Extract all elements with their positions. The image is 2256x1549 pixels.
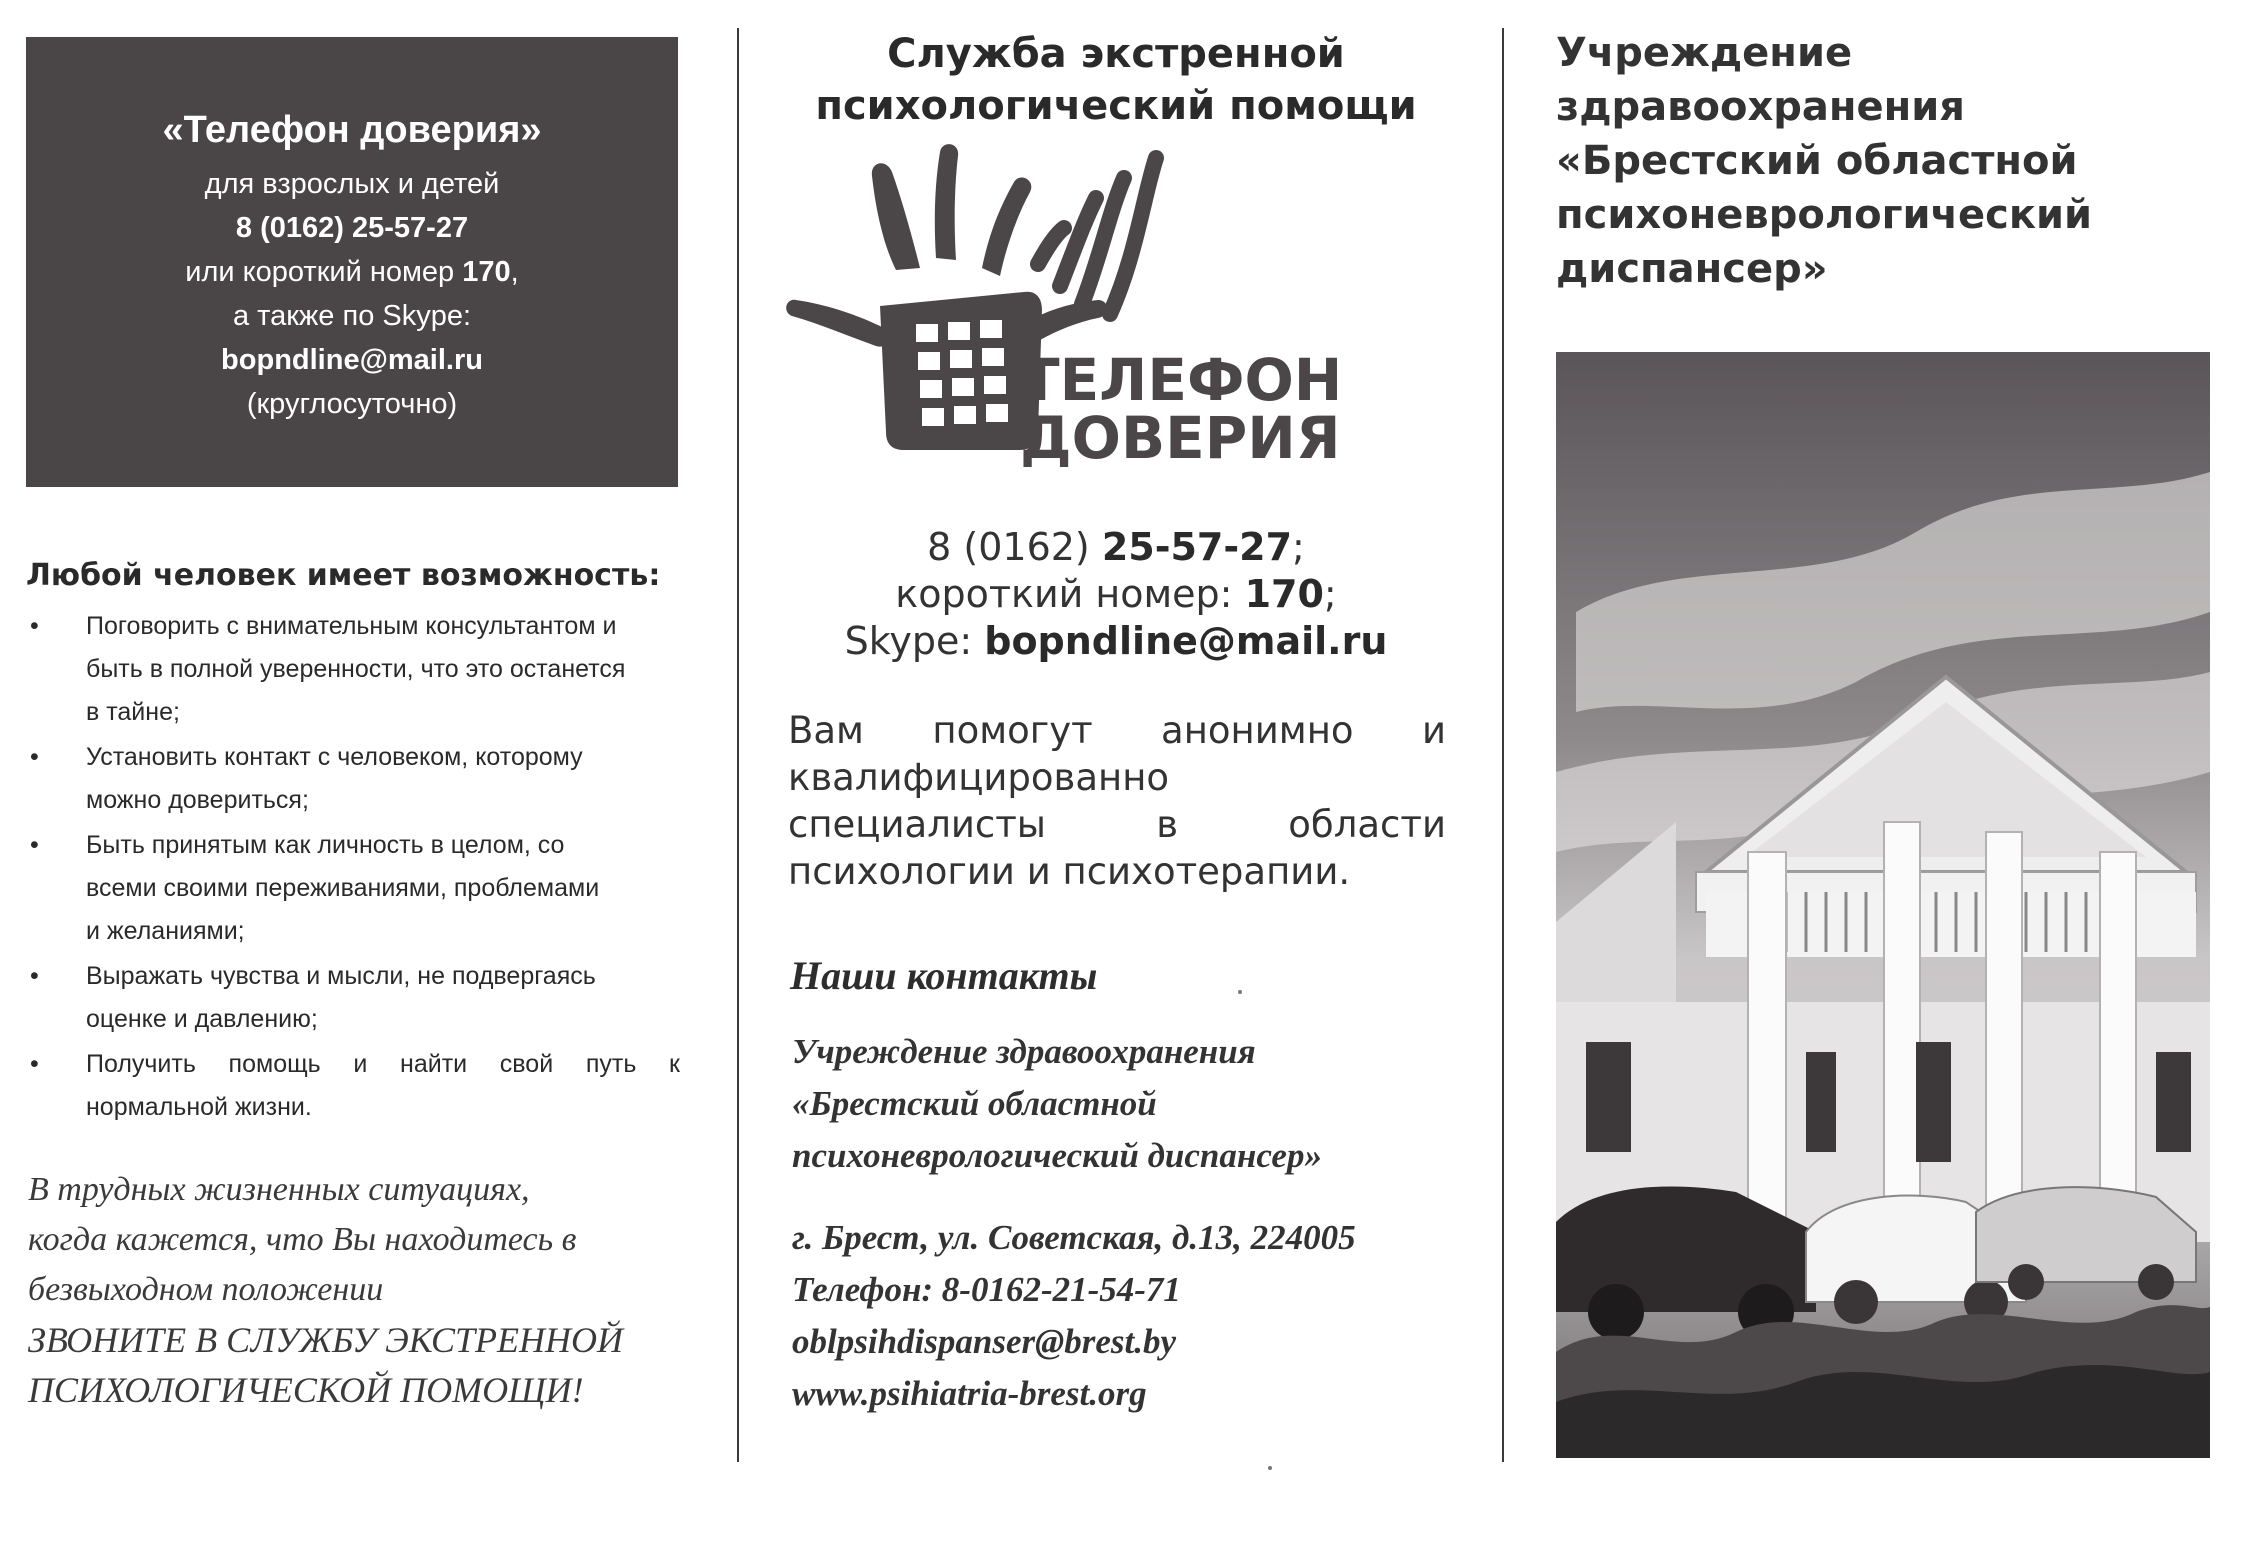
ability-item (26, 955, 680, 998)
ability-text: Выражать чувства и мысли, не подвергаясь (86, 962, 596, 990)
org-name (792, 1026, 1472, 1182)
column-divider-left (737, 28, 739, 1462)
appeal-line: безвыходном положении (28, 1271, 384, 1308)
ability-text: всеми своими переживаниями, проблемами (86, 874, 600, 902)
hotline-box (26, 37, 678, 487)
scan-speck (1268, 1466, 1272, 1470)
ability-item-continued (26, 867, 680, 910)
org-line: психоневрологический диспансер» (792, 1136, 1322, 1175)
ability-text: быть в полной уверенности, что это останется (86, 655, 626, 683)
hotline-skype: bopndline@mail.ru (221, 344, 483, 376)
institution-title-line: «Брестский областной (1556, 138, 2078, 184)
hotline-skype-label: а также по Skype: (232, 300, 472, 332)
service-title-line: психологический помощи (815, 83, 1417, 129)
institution-title-line: здравоохранения (1556, 84, 1965, 130)
help-line: Вам помогут анонимно и (788, 709, 1446, 752)
appeal-caps-line: ЗВОНИТЕ В СЛУЖБУ ЭКСТРЕННОЙ (28, 1320, 623, 1360)
help-paragraph (788, 707, 1446, 895)
logo-word-2: ДОВЕРИЯ (1020, 404, 1341, 472)
ability-item (26, 824, 680, 867)
signal-waves-icon (1038, 158, 1156, 314)
ability-item-continued (26, 910, 680, 953)
ability-item-continued (26, 1086, 680, 1129)
hotline-short-number: или короткий номер 170, (185, 256, 519, 288)
building-photo-icon (1556, 352, 2210, 1458)
appeal-block (28, 1165, 688, 1415)
ability-item (26, 1043, 680, 1086)
institution-title-line: психоневрологический (1556, 192, 2093, 238)
ability-text: Быть принятым как личность в целом, со (86, 831, 565, 859)
service-title-line: Служба экстренной (887, 31, 1345, 77)
org-email[interactable]: oblpsihdispanser@brest.by (792, 1322, 1177, 1361)
ability-item (26, 736, 680, 779)
hotline-title: «Телефон доверия» (162, 109, 542, 151)
ability-text: нормальной жизни. (86, 1093, 312, 1121)
ability-text: и желаниями; (86, 917, 245, 945)
institution-title (1556, 26, 2216, 296)
help-line: квалифицированно (788, 756, 1170, 799)
bullet-icon: • (30, 612, 39, 640)
org-website[interactable]: www.psihiatria-brest.org (792, 1374, 1147, 1413)
ability-text: оценке и давлению; (86, 1005, 318, 1033)
helpline-logo (784, 138, 1344, 478)
contacts-short-number: короткий номер: 170; (895, 572, 1337, 616)
institution-title-line: Учреждение (1556, 30, 1853, 76)
help-line: специалисты в области (788, 803, 1446, 846)
bullet-icon: • (30, 831, 39, 859)
hotline-hours: (круглосуточно) (246, 388, 458, 420)
scan-speck (1238, 990, 1242, 994)
ability-item-continued (26, 648, 680, 691)
org-line: «Брестский областной (792, 1084, 1157, 1123)
help-line: психологии и психотерапии. (788, 850, 1351, 893)
ability-item (26, 605, 680, 648)
org-line: Учреждение здравоохранения (792, 1032, 1256, 1071)
contacts-skype: Skype: bopndline@mail.ru (844, 619, 1388, 663)
column-divider-right (1502, 28, 1504, 1462)
appeal-line: В трудных жизненных ситуациях, (28, 1171, 530, 1208)
service-title (740, 28, 1492, 132)
abilities-list (26, 605, 680, 1131)
bullet-icon: • (30, 1050, 39, 1078)
hotline-audience: для взрослых и детей (204, 168, 500, 200)
hotline-phone: 8 (0162) 25-57-27 (235, 212, 469, 244)
ability-item-continued (26, 691, 680, 734)
appeal-line: когда кажется, что Вы находитесь в (28, 1221, 577, 1258)
ability-text: можно довериться; (86, 786, 309, 814)
ability-gap (26, 1129, 680, 1131)
bullet-icon: • (30, 743, 39, 771)
abilities-heading: Любой человек имеет возможность: (26, 558, 661, 593)
ability-item-continued (26, 779, 680, 822)
ability-item-continued (26, 998, 680, 1041)
ability-text: в тайне; (86, 698, 180, 726)
org-address: г. Брест, ул. Советская, д.13, 224005 (792, 1218, 1356, 1257)
org-contacts (792, 1212, 1482, 1420)
our-contacts-heading: Наши контакты (790, 953, 1098, 998)
appeal-caps-line: ПСИХОЛОГИЧЕСКОЙ ПОМОЩИ! (28, 1370, 584, 1410)
contacts-phone: 8 (0162) 25-57-27; (927, 525, 1305, 569)
institution-title-line: диспансер» (1556, 246, 1828, 292)
org-phone: Телефон: 8-0162-21-54-71 (792, 1270, 1181, 1309)
bullet-icon: • (30, 962, 39, 990)
logo-word-1: ТЕЛЕФОН (1020, 346, 1343, 414)
ability-text: Получить помощь и найти свой путь к (86, 1050, 680, 1078)
ability-text: Установить контакт с человеком, которому (86, 743, 583, 771)
hotline-contacts (740, 524, 1492, 665)
ability-text: Поговорить с внимательным консультантом и (86, 612, 617, 640)
